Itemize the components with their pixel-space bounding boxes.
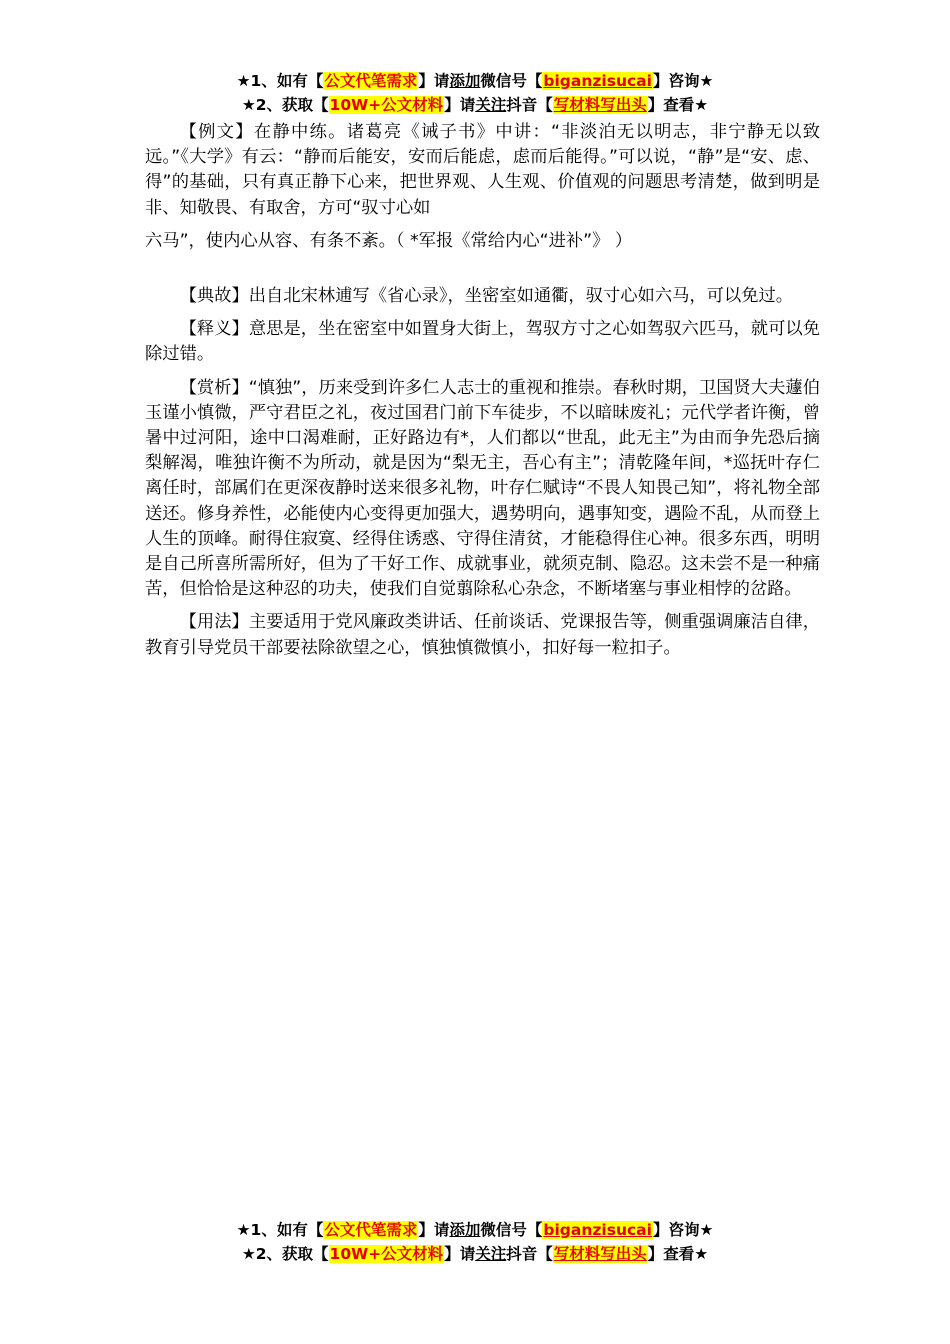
article-body (145, 120, 820, 669)
footer-line-2-suffix: 】查看★ (647, 1245, 709, 1263)
header-line-2-mid2: 抖音【 (506, 96, 553, 114)
example-paragraph (145, 120, 820, 254)
header-line-2-suffix: 】查看★ (647, 96, 709, 114)
follow-underlined-text: 关注 (475, 96, 507, 114)
example-text: 【例文】在静中练。诸葛亮《诫子书》中讲：“非淡泊无以明志，非宁静无以致远。”《大学》有云：“静而后能安，安而后能虑，虑而后能得。”可以说，“静”是“安、虑、得”的基础，只有真正静下心来，把世界观、人生观、价值观的问题思考清楚，做到明是非、知敬畏、有取舍，方可“驭寸心如 (145, 122, 820, 218)
meaning-paragraph: 【释义】意思是，坐在密室中如置身大街上，驾驭方寸之心如驾驭六匹马，就可以免除过错。 (145, 319, 820, 365)
header-line-1-suffix: 】咨询★ (652, 72, 714, 90)
header-line-2-prefix: ★2、获取【 (241, 96, 329, 114)
footer-line-1-mid2: 微信号【 (480, 1221, 543, 1239)
header-line-1 (0, 69, 950, 93)
footer-line-2-mid2: 抖音【 (506, 1245, 553, 1263)
appreciation-paragraph: 【赏析】“慎独”，历来受到许多仁人志士的重视和推崇。春秋时期，卫国贤大夫蘧伯玉谨小慎微，严守君臣之礼，夜过国君门前下车徒步，不以暗昧废礼；元代学者许衡，曾暑中过河阳，途中口渴难耐，正好路边有*，人们都以“世乱，此无主”为由而争先恐后摘梨解渴，唯独许衡不为所动，就是因为“梨无主，吾心有主”；清乾隆年间，*巡抚叶存仁离任时，部属们在更深夜静时送来很多礼物，叶存仁赋诗“不畏人知畏己知”，将礼物全部送还。修身养性，必能使内心变得更加强大，遇势明向，遇事知变，遇险不乱，从而登上人生的顶峰。耐得住寂寞、经得住诱惑、守得住清贫，才能稳得住心神。很多东西，明明是自己所喜所需所好，但为了干好工作、成就事业，就须克制、隐忍。这未尝不是一种痛苦，但恰恰是这种忍的功夫，使我们自觉翦除私心杂念，不断堵塞与事业相悖的岔路。 (145, 377, 820, 600)
footer-banner (0, 1218, 950, 1266)
footer-douyin-account-highlight[interactable]: 写材料写出头 (553, 1245, 647, 1263)
header-banner (0, 69, 950, 117)
usage-paragraph: 【用法】主要适用于党风廉政类讲话、任前谈话、党课报告等，侧重强调廉洁自律，教育引导党员干部要祛除欲望之心，慎独慎微慎小，扣好每一粒扣子。 (145, 612, 820, 658)
header-line-1-prefix: ★1、如有【 (236, 72, 324, 90)
wechat-id-highlight[interactable]: biganzisucai (543, 72, 652, 90)
footer-follow-underlined-text: 关注 (475, 1245, 507, 1263)
footer-line-2-prefix: ★2、获取【 (241, 1245, 329, 1263)
footer-line-2 (0, 1242, 950, 1266)
example-source-line: 六马”，使内心从容、有条不紊。（ *军报《常给内心“进补”》 ） (145, 230, 633, 251)
footer-ghostwriting-highlight: 公文代笔需求 (324, 1221, 418, 1239)
header-line-1-mid2: 微信号【 (480, 72, 543, 90)
header-line-2 (0, 93, 950, 117)
footer-line-1 (0, 1218, 950, 1242)
footer-add-underlined-text: 添加 (449, 1221, 481, 1239)
allusion-paragraph: 【典故】出自北宋林逋写《省心录》，坐密室如通衢，驭寸心如六马，可以免过。 (179, 286, 794, 307)
header-line-1-mid1: 】请 (418, 72, 450, 90)
footer-line-1-mid1: 】请 (418, 1221, 450, 1239)
footer-line-2-mid1: 】请 (444, 1245, 476, 1263)
header-line-2-mid1: 】请 (444, 96, 476, 114)
add-underlined-text: 添加 (449, 72, 481, 90)
footer-line-1-prefix: ★1、如有【 (236, 1221, 324, 1239)
footer-wechat-id-highlight[interactable]: biganzisucai (543, 1221, 652, 1239)
ghostwriting-highlight: 公文代笔需求 (324, 72, 418, 90)
footer-materials-highlight: 10W+公文材料 (329, 1245, 444, 1263)
materials-highlight: 10W+公文材料 (329, 96, 444, 114)
douyin-account-highlight[interactable]: 写材料写出头 (553, 96, 647, 114)
footer-line-1-suffix: 】咨询★ (652, 1221, 714, 1239)
